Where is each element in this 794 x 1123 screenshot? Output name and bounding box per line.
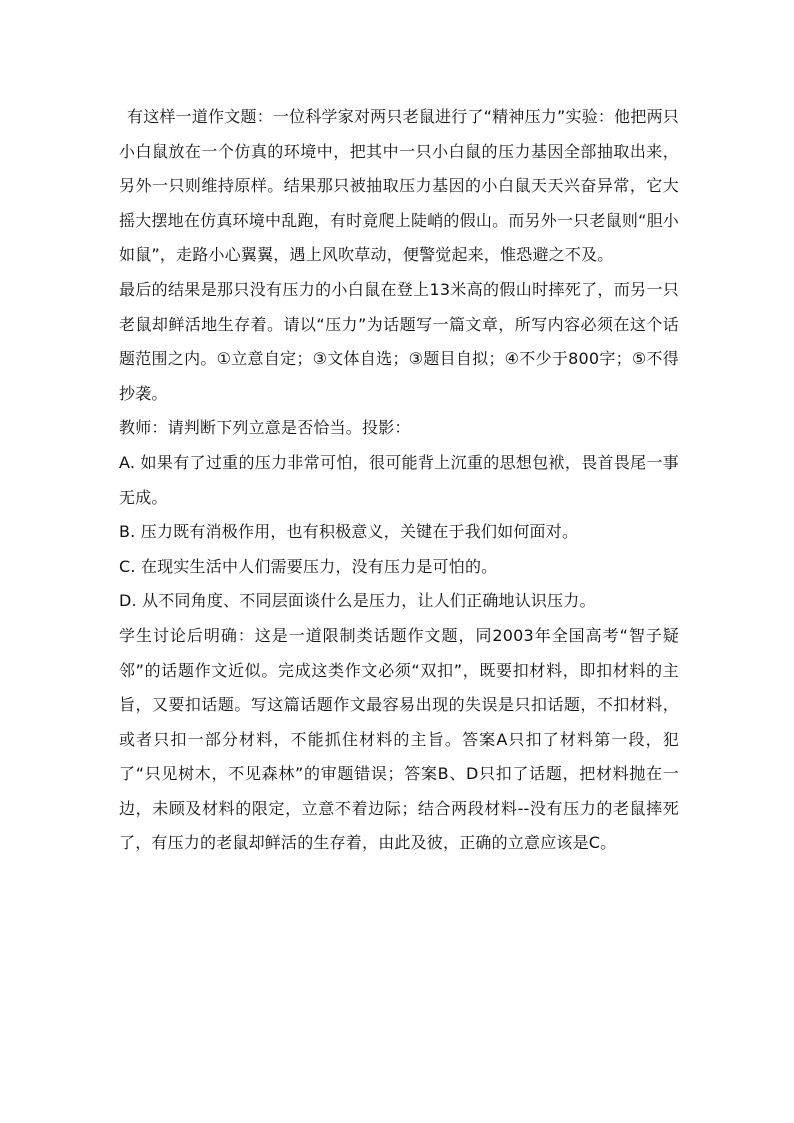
paragraph-option-a: A. 如果有了过重的压力非常可怕，很可能背上沉重的思想包袱，畏首畏尾一事无成。 xyxy=(119,452,679,507)
paragraph-discussion-conclusion: 学生讨论后明确：这是一道限制类话题作文题，同2003年全国高考“智子疑邻”的话题作文近似。完成这类作文必须“双扣”，既要扣材料，即扣材料的主旨，又要扣话题。写这篇话题作文最容易出现的失误是只扣话题，不扣材料，或者只扣一部分材料，不能抓住材料的主旨。答案A只扣了材料第一段，犯了“只见树木，不见森林”的审题错误；答案B、D只扣了话题，把材料抛在一边，未顾及材料的限定，立意不着边际；结合两段材料--没有压力的老鼠摔死了，有压力的老鼠却鲜活的生存着，由此及彼，正确的立意应该是C。 xyxy=(119,625,679,853)
document-body xyxy=(119,100,679,861)
paragraph-teacher-question: 教师：请判断下列立意是否恰当。投影： xyxy=(119,418,411,438)
paragraph-prompt-result: 最后的结果是那只没有压力的小白鼠在登上13米高的假山时摔死了，而另一只老鼠却鲜活地生存着。请以“压力”为话题写一篇文章，所写内容必须在这个话题范围之内。①立意自定；③文体自选；③题目自拟；④不少于800字；⑤不得抄袭。 xyxy=(119,279,679,403)
paragraph-option-b: B. 压力既有消极作用，也有积极意义，关键在于我们如何面对。 xyxy=(119,522,579,542)
paragraph-option-c: C. 在现实生活中人们需要压力，没有压力是可怕的。 xyxy=(119,556,498,576)
paragraph-essay-prompt: 有这样一道作文题：一位科学家对两只老鼠进行了“精神压力”实验：他把两只小白鼠放在一个仿真的环境中，把其中一只小白鼠的压力基因全部抽取出来，另外一只则维持原样。结果那只被抽取压力基因的小白鼠天天兴奋异常，它大摇大摆地在仿真环境中乱跑，有时竟爬上陡峭的假山。而另外一只老鼠则“胆小如鼠”，走路小心翼翼，遇上风吹草动，便警觉起来，惟恐避之不及。 xyxy=(119,107,679,265)
paragraph-option-d: D. 从不同角度、不同层面谈什么是压力，让人们正确地认识压力。 xyxy=(119,591,596,611)
